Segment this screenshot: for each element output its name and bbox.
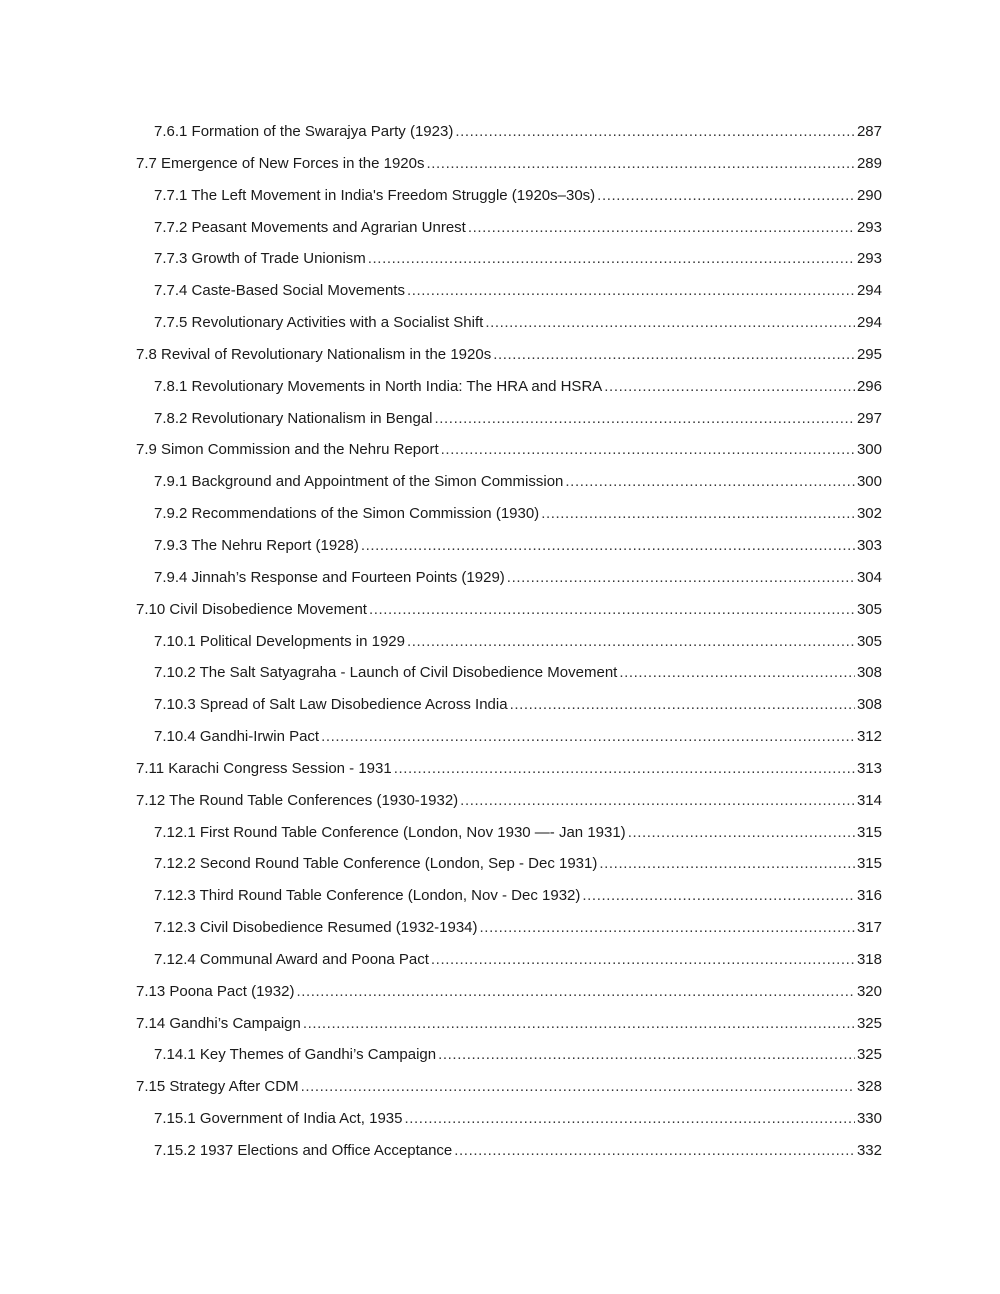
toc-dot-leader [301, 1071, 855, 1103]
toc-subsection-entry[interactable] [136, 817, 882, 849]
toc-subsection-entry[interactable] [136, 498, 882, 530]
toc-page-number: 325 [856, 1046, 882, 1064]
toc-dot-leader [368, 243, 855, 275]
toc-section-entry[interactable] [136, 148, 882, 180]
toc-section-entry[interactable] [136, 594, 882, 626]
toc-page-number: 295 [856, 345, 882, 363]
toc-dot-leader [405, 1103, 855, 1135]
toc-subsection-entry[interactable] [136, 180, 882, 212]
toc-dot-leader [427, 148, 855, 180]
toc-page-number: 293 [856, 218, 882, 236]
toc-subsection-entry[interactable] [136, 562, 882, 594]
toc-page-number: 317 [856, 919, 882, 937]
toc-entry-title: 7.12.2 Second Round Table Conference (London, Sep - Dec 1931) [154, 855, 598, 873]
toc-entry-title: 7.10.4 Gandhi-Irwin Pact [154, 728, 320, 746]
toc-dot-leader [599, 848, 855, 880]
toc-page-number: 305 [856, 632, 882, 650]
toc-dot-leader [407, 275, 855, 307]
toc-page-number: 303 [856, 536, 882, 554]
toc-dot-leader [407, 626, 855, 658]
toc-dot-leader [485, 307, 855, 339]
toc-page-number: 294 [856, 282, 882, 300]
toc-entry-title: 7.15.2 1937 Elections and Office Acceptance [154, 1142, 453, 1159]
toc-page-number: 314 [856, 791, 882, 809]
toc-page-number: 305 [856, 600, 882, 618]
toc-page-number: 328 [856, 1078, 882, 1096]
toc-dot-leader [455, 116, 855, 148]
toc-section-entry[interactable] [136, 976, 882, 1008]
toc-subsection-entry[interactable] [136, 1103, 882, 1135]
toc-dot-leader [493, 339, 855, 371]
toc-dot-leader [435, 403, 855, 435]
toc-entry-title: 7.12.1 First Round Table Conference (London, Nov 1930 —- Jan 1931) [154, 823, 626, 841]
toc-section-entry[interactable] [136, 1071, 882, 1103]
table-of-contents [136, 116, 882, 1167]
toc-subsection-entry[interactable] [136, 371, 882, 403]
toc-entry-title: 7.10.3 Spread of Salt Law Disobedience Across India [154, 696, 508, 714]
toc-entry-title: 7.9.3 The Nehru Report (1928) [154, 536, 359, 554]
toc-page-number: 289 [856, 154, 882, 172]
toc-subsection-entry[interactable] [136, 116, 882, 148]
toc-dot-leader [597, 180, 855, 212]
toc-page-number: 300 [856, 473, 882, 491]
toc-page-number: 318 [856, 950, 882, 968]
toc-dot-leader [565, 466, 855, 498]
toc-entry-title: 7.14.1 Key Themes of Gandhi’s Campaign [154, 1046, 437, 1064]
toc-dot-leader [480, 912, 855, 944]
toc-entry-title: 7.8.2 Revolutionary Nationalism in Bengal [154, 409, 433, 427]
toc-subsection-entry[interactable] [136, 880, 882, 912]
toc-page-number: 300 [856, 441, 882, 459]
toc-entry-title: 7.7.4 Caste-Based Social Movements [154, 282, 405, 300]
toc-dot-leader [303, 1008, 855, 1040]
toc-dot-leader [431, 944, 855, 976]
toc-page-number: 308 [856, 696, 882, 714]
toc-page-number: 325 [856, 1014, 882, 1032]
toc-entry-title: 7.7.2 Peasant Movements and Agrarian Unrest [154, 218, 466, 236]
toc-entry-title: 7.15 Strategy After CDM [136, 1078, 299, 1096]
toc-entry-title: 7.12.3 Civil Disobedience Resumed (1932-1934) [154, 919, 478, 937]
toc-page-number: 315 [856, 823, 882, 841]
toc-dot-leader [454, 1135, 855, 1167]
toc-section-entry[interactable] [136, 434, 882, 466]
toc-entry-title: 7.12.4 Communal Award and Poona Pact [154, 950, 429, 968]
toc-subsection-entry[interactable] [136, 275, 882, 307]
toc-subsection-entry[interactable] [136, 403, 882, 435]
toc-entry-title: 7.7.5 Revolutionary Activities with a Socialist Shift [154, 314, 484, 332]
toc-dot-leader [628, 817, 855, 849]
toc-subsection-entry[interactable] [136, 944, 882, 976]
toc-dot-leader [441, 434, 855, 466]
toc-entry-title: 7.10.1 Political Developments in 1929 [154, 632, 405, 650]
toc-dot-leader [438, 1039, 855, 1071]
toc-entry-title: 7.12 The Round Table Conferences (1930-1932) [136, 791, 459, 809]
toc-subsection-entry[interactable] [136, 1039, 882, 1071]
toc-dot-leader [369, 594, 855, 626]
toc-page-number: 293 [856, 250, 882, 268]
toc-entry-title: 7.7.3 Growth of Trade Unionism [154, 250, 366, 268]
toc-dot-leader [468, 212, 855, 244]
toc-dot-leader [361, 530, 855, 562]
toc-dot-leader [619, 657, 855, 689]
toc-subsection-entry[interactable] [136, 657, 882, 689]
toc-page-number: 294 [856, 314, 882, 332]
toc-subsection-entry[interactable] [136, 1135, 882, 1167]
toc-section-entry[interactable] [136, 339, 882, 371]
toc-entry-title: 7.8 Revival of Revolutionary Nationalism in the 1920s [136, 345, 492, 363]
toc-page-number: 330 [856, 1110, 882, 1128]
toc-entry-title: 7.13 Poona Pact (1932) [136, 982, 295, 1000]
toc-page-number: 304 [856, 568, 882, 586]
toc-page-number: 315 [856, 855, 882, 873]
toc-subsection-entry[interactable] [136, 626, 882, 658]
toc-dot-leader [296, 976, 855, 1008]
toc-page-number: 320 [856, 982, 882, 1000]
toc-dot-leader [541, 498, 855, 530]
toc-subsection-entry[interactable] [136, 530, 882, 562]
toc-section-entry[interactable] [136, 785, 882, 817]
toc-subsection-entry[interactable] [136, 243, 882, 275]
toc-dot-leader [394, 753, 855, 785]
toc-entry-title: 7.7 Emergence of New Forces in the 1920s [136, 154, 425, 172]
toc-dot-leader [604, 371, 855, 403]
toc-dot-leader [510, 689, 855, 721]
toc-page-number: 290 [856, 186, 882, 204]
toc-page-number: 308 [856, 664, 882, 682]
toc-dot-leader [321, 721, 855, 753]
toc-subsection-entry[interactable] [136, 721, 882, 753]
toc-dot-leader [582, 880, 855, 912]
toc-entry-title: 7.12.3 Third Round Table Conference (London, Nov - Dec 1932) [154, 887, 581, 905]
toc-dot-leader [460, 785, 855, 817]
toc-page-number: 297 [856, 409, 882, 427]
toc-subsection-entry[interactable] [136, 848, 882, 880]
toc-subsection-entry[interactable] [136, 466, 882, 498]
toc-entry-title: 7.9.4 Jinnah’s Response and Fourteen Points (1929) [154, 568, 505, 586]
toc-entry-title: 7.9.2 Recommendations of the Simon Commission (1930) [154, 505, 540, 523]
toc-section-entry[interactable] [136, 753, 882, 785]
toc-dot-leader [507, 562, 855, 594]
toc-subsection-entry[interactable] [136, 307, 882, 339]
toc-entry-title: 7.10.2 The Salt Satyagraha - Launch of Civil Disobedience Movement [154, 664, 618, 682]
toc-entry-title: 7.9.1 Background and Appointment of the Simon Commission [154, 473, 564, 491]
toc-page-number: 332 [856, 1142, 882, 1159]
toc-subsection-entry[interactable] [136, 912, 882, 944]
toc-page-number: 296 [856, 377, 882, 395]
toc-entry-title: 7.9 Simon Commission and the Nehru Report [136, 441, 439, 459]
toc-subsection-entry[interactable] [136, 212, 882, 244]
toc-page-number: 302 [856, 505, 882, 523]
toc-entry-title: 7.6.1 Formation of the Swarajya Party (1923) [154, 123, 454, 140]
toc-entry-title: 7.14 Gandhi’s Campaign [136, 1014, 301, 1032]
toc-page-number: 312 [856, 728, 882, 746]
toc-entry-title: 7.8.1 Revolutionary Movements in North India: The HRA and HSRA [154, 377, 603, 395]
toc-page-number: 313 [856, 759, 882, 777]
toc-page-number: 287 [856, 123, 882, 140]
toc-entry-title: 7.7.1 The Left Movement in India's Freedom Struggle (1920s–30s) [154, 186, 596, 204]
toc-entry-title: 7.10 Civil Disobedience Movement [136, 600, 367, 618]
toc-subsection-entry[interactable] [136, 689, 882, 721]
toc-section-entry[interactable] [136, 1008, 882, 1040]
toc-page-number: 316 [856, 887, 882, 905]
toc-entry-title: 7.11 Karachi Congress Session - 1931 [136, 759, 392, 777]
toc-entry-title: 7.15.1 Government of India Act, 1935 [154, 1110, 403, 1128]
